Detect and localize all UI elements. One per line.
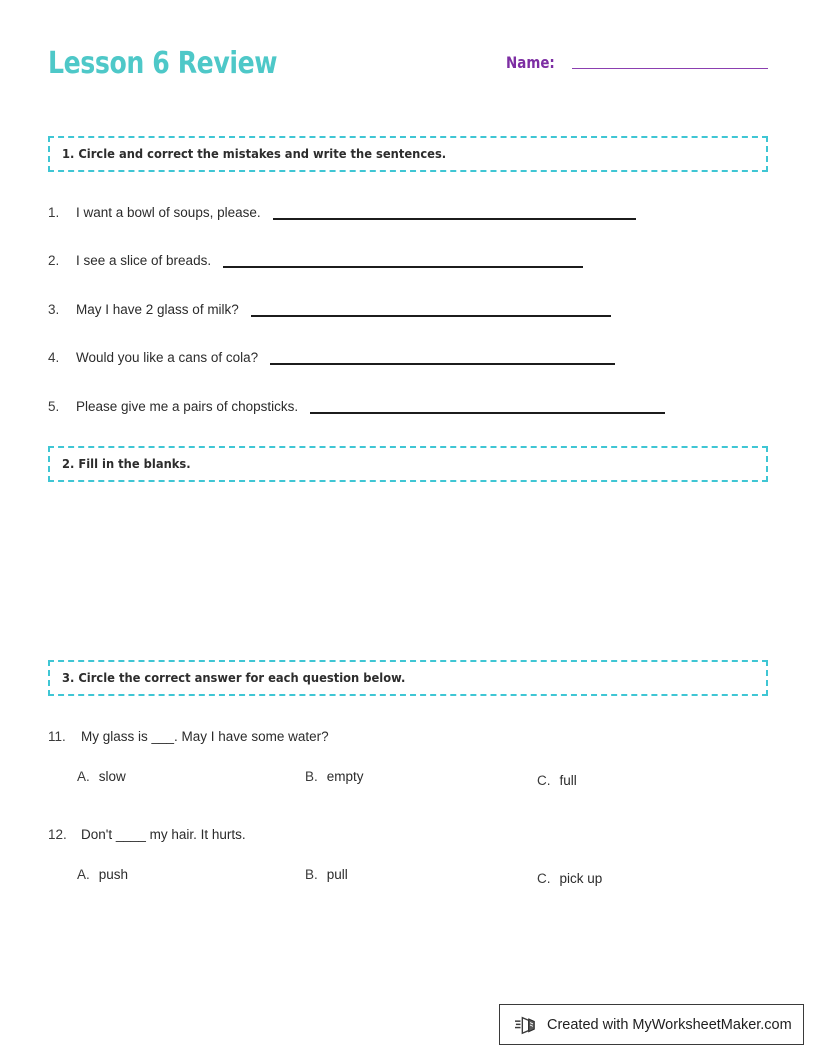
mc-prompt: Don't ____ my hair. It hurts. xyxy=(81,827,246,842)
option-letter: A. xyxy=(77,769,90,784)
section-header-1-label: 1. Circle and correct the mistakes and write the sentences. xyxy=(61,146,447,161)
option-letter: B. xyxy=(305,769,318,784)
option-letter: B. xyxy=(305,867,318,882)
item-number: 2. xyxy=(48,253,60,268)
section-header-3-label: 3. Circle the correct answer for each question below. xyxy=(61,670,406,685)
mc-option-11-c[interactable] xyxy=(537,771,577,791)
sentence-item-2 xyxy=(48,251,768,273)
footer-attribution-badge[interactable] xyxy=(499,1004,804,1045)
item-text: I see a slice of breads. xyxy=(76,253,212,268)
name-input-line[interactable] xyxy=(572,68,768,69)
option-text: pull xyxy=(326,867,348,882)
mc-question-12 xyxy=(48,825,768,845)
mc-number: 11. xyxy=(48,729,66,744)
mc-question-11 xyxy=(48,727,768,747)
section-header-2-label: 2. Fill in the blanks. xyxy=(61,456,191,471)
option-text: pick up xyxy=(559,871,603,886)
answer-line[interactable] xyxy=(270,363,615,365)
item-number: 1. xyxy=(48,205,60,220)
mc-option-11-b[interactable] xyxy=(305,767,364,787)
footer-attribution-text: Created with MyWorksheetMaker.com xyxy=(547,1016,792,1033)
item-number: 3. xyxy=(48,302,60,317)
answer-line[interactable] xyxy=(251,315,611,317)
answer-line[interactable] xyxy=(310,412,665,414)
item-text: I want a bowl of soups, please. xyxy=(76,205,261,220)
answer-line[interactable] xyxy=(223,266,583,268)
worksheet-maker-logo-icon xyxy=(515,1014,537,1036)
option-text: full xyxy=(559,773,577,788)
mc-options-12 xyxy=(48,865,768,891)
sentence-item-4 xyxy=(48,348,768,370)
mc-number: 12. xyxy=(48,827,67,842)
option-letter: C. xyxy=(537,871,551,886)
option-text: push xyxy=(98,867,129,882)
sentence-item-3 xyxy=(48,300,768,322)
option-text: slow xyxy=(98,769,126,784)
section-header-3 xyxy=(48,660,768,696)
mc-option-12-b[interactable] xyxy=(305,865,348,885)
section-header-1 xyxy=(48,136,768,172)
sentence-item-5 xyxy=(48,397,768,419)
sentence-item-1 xyxy=(48,203,768,225)
name-label: Name: xyxy=(505,53,555,72)
option-letter: C. xyxy=(537,773,551,788)
mc-options-11 xyxy=(48,767,768,793)
option-letter: A. xyxy=(77,867,90,882)
item-text: May I have 2 glass of milk? xyxy=(76,302,239,317)
item-text: Please give me a pairs of chopsticks. xyxy=(76,399,299,414)
worksheet-header xyxy=(48,46,768,92)
item-number: 5. xyxy=(48,399,60,414)
mc-option-11-a[interactable] xyxy=(77,767,126,787)
mc-option-12-a[interactable] xyxy=(77,865,128,885)
option-text: empty xyxy=(326,769,364,784)
page-title: Lesson 6 Review xyxy=(48,46,278,81)
section-header-2 xyxy=(48,446,768,482)
name-field-group xyxy=(506,54,768,72)
answer-line[interactable] xyxy=(273,218,636,220)
mc-option-12-c[interactable] xyxy=(537,869,602,889)
item-number: 4. xyxy=(48,350,60,365)
item-text: Would you like a cans of cola? xyxy=(76,350,259,365)
mc-prompt: My glass is ___. May I have some water? xyxy=(81,729,329,744)
